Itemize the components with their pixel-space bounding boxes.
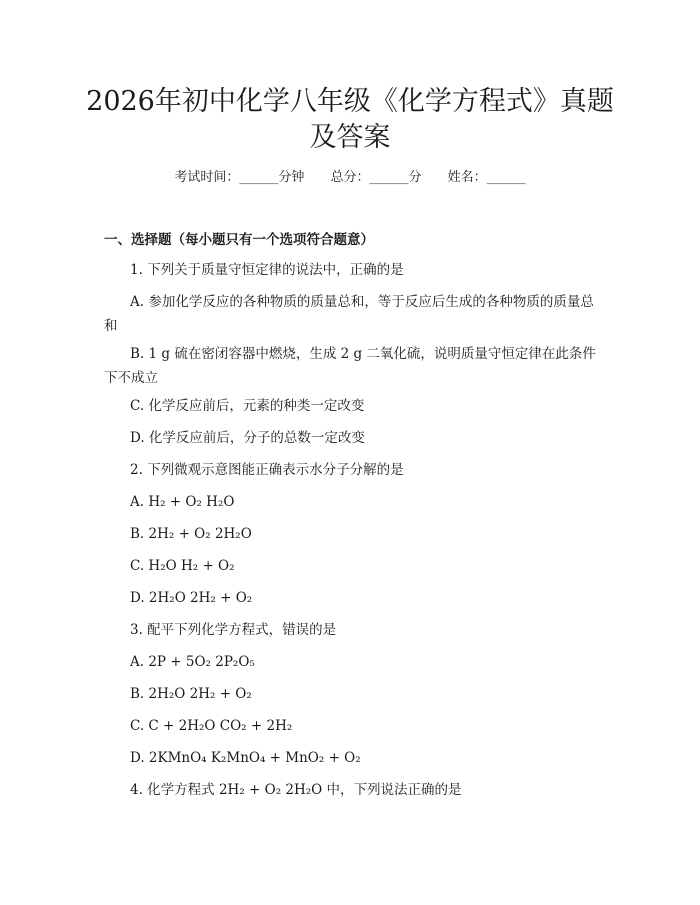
question-2: 2. 下列微观示意图能正确表示水分子分解的是 <box>130 462 404 478</box>
option-3b: B. 2H₂O 2H₂ + O₂ <box>130 686 252 702</box>
question-3: 3. 配平下列化学方程式，错误的是 <box>130 622 337 638</box>
option-3a: A. 2P + 5O₂ 2P₂O₅ <box>130 654 255 670</box>
exam-time-label: 考试时间：______分钟 <box>174 170 305 185</box>
exam-meta <box>0 168 700 188</box>
total-score-label: 总分：______分 <box>330 170 422 185</box>
option-3d: D. 2KMnO₄ K₂MnO₄ + MnO₂ + O₂ <box>130 750 361 766</box>
question-4: 4. 化学方程式 2H₂ + O₂ 2H₂O 中，下列说法正确的是 <box>130 782 462 798</box>
option-2d: D. 2H₂O 2H₂ + O₂ <box>130 590 253 606</box>
student-name-label: 姓名：______ <box>447 170 526 185</box>
option-1d: D. 化学反应前后，分子的总数一定改变 <box>130 430 365 446</box>
document-title-line-2: 及答案 <box>309 122 391 153</box>
document-title-line-1: 2026年初中化学八年级《化学方程式》真题 <box>86 86 614 117</box>
option-1a: A. 参加化学反应的各种物质的质量总和，等于反应后生成的各种物质的质量总和 <box>104 294 594 334</box>
option-3c: C. C + 2H₂O CO₂ + 2H₂ <box>130 718 293 734</box>
option-2b: B. 2H₂ + O₂ 2H₂O <box>130 526 252 542</box>
section-heading: 一、选择题（每小题只有一个选项符合题意） <box>104 232 374 248</box>
option-2c: C. H₂O H₂ + O₂ <box>130 558 235 574</box>
option-1b: B. 1 g 硫在密闭容器中燃烧，生成 2 g 二氧化硫，说明质量守恒定律在此条件下不成立 <box>104 346 596 386</box>
option-2a: A. H₂ + O₂ H₂O <box>130 494 235 510</box>
option-1c: C. 化学反应前后，元素的种类一定改变 <box>130 398 365 414</box>
question-1: 1. 下列关于质量守恒定律的说法中，正确的是 <box>130 262 404 278</box>
